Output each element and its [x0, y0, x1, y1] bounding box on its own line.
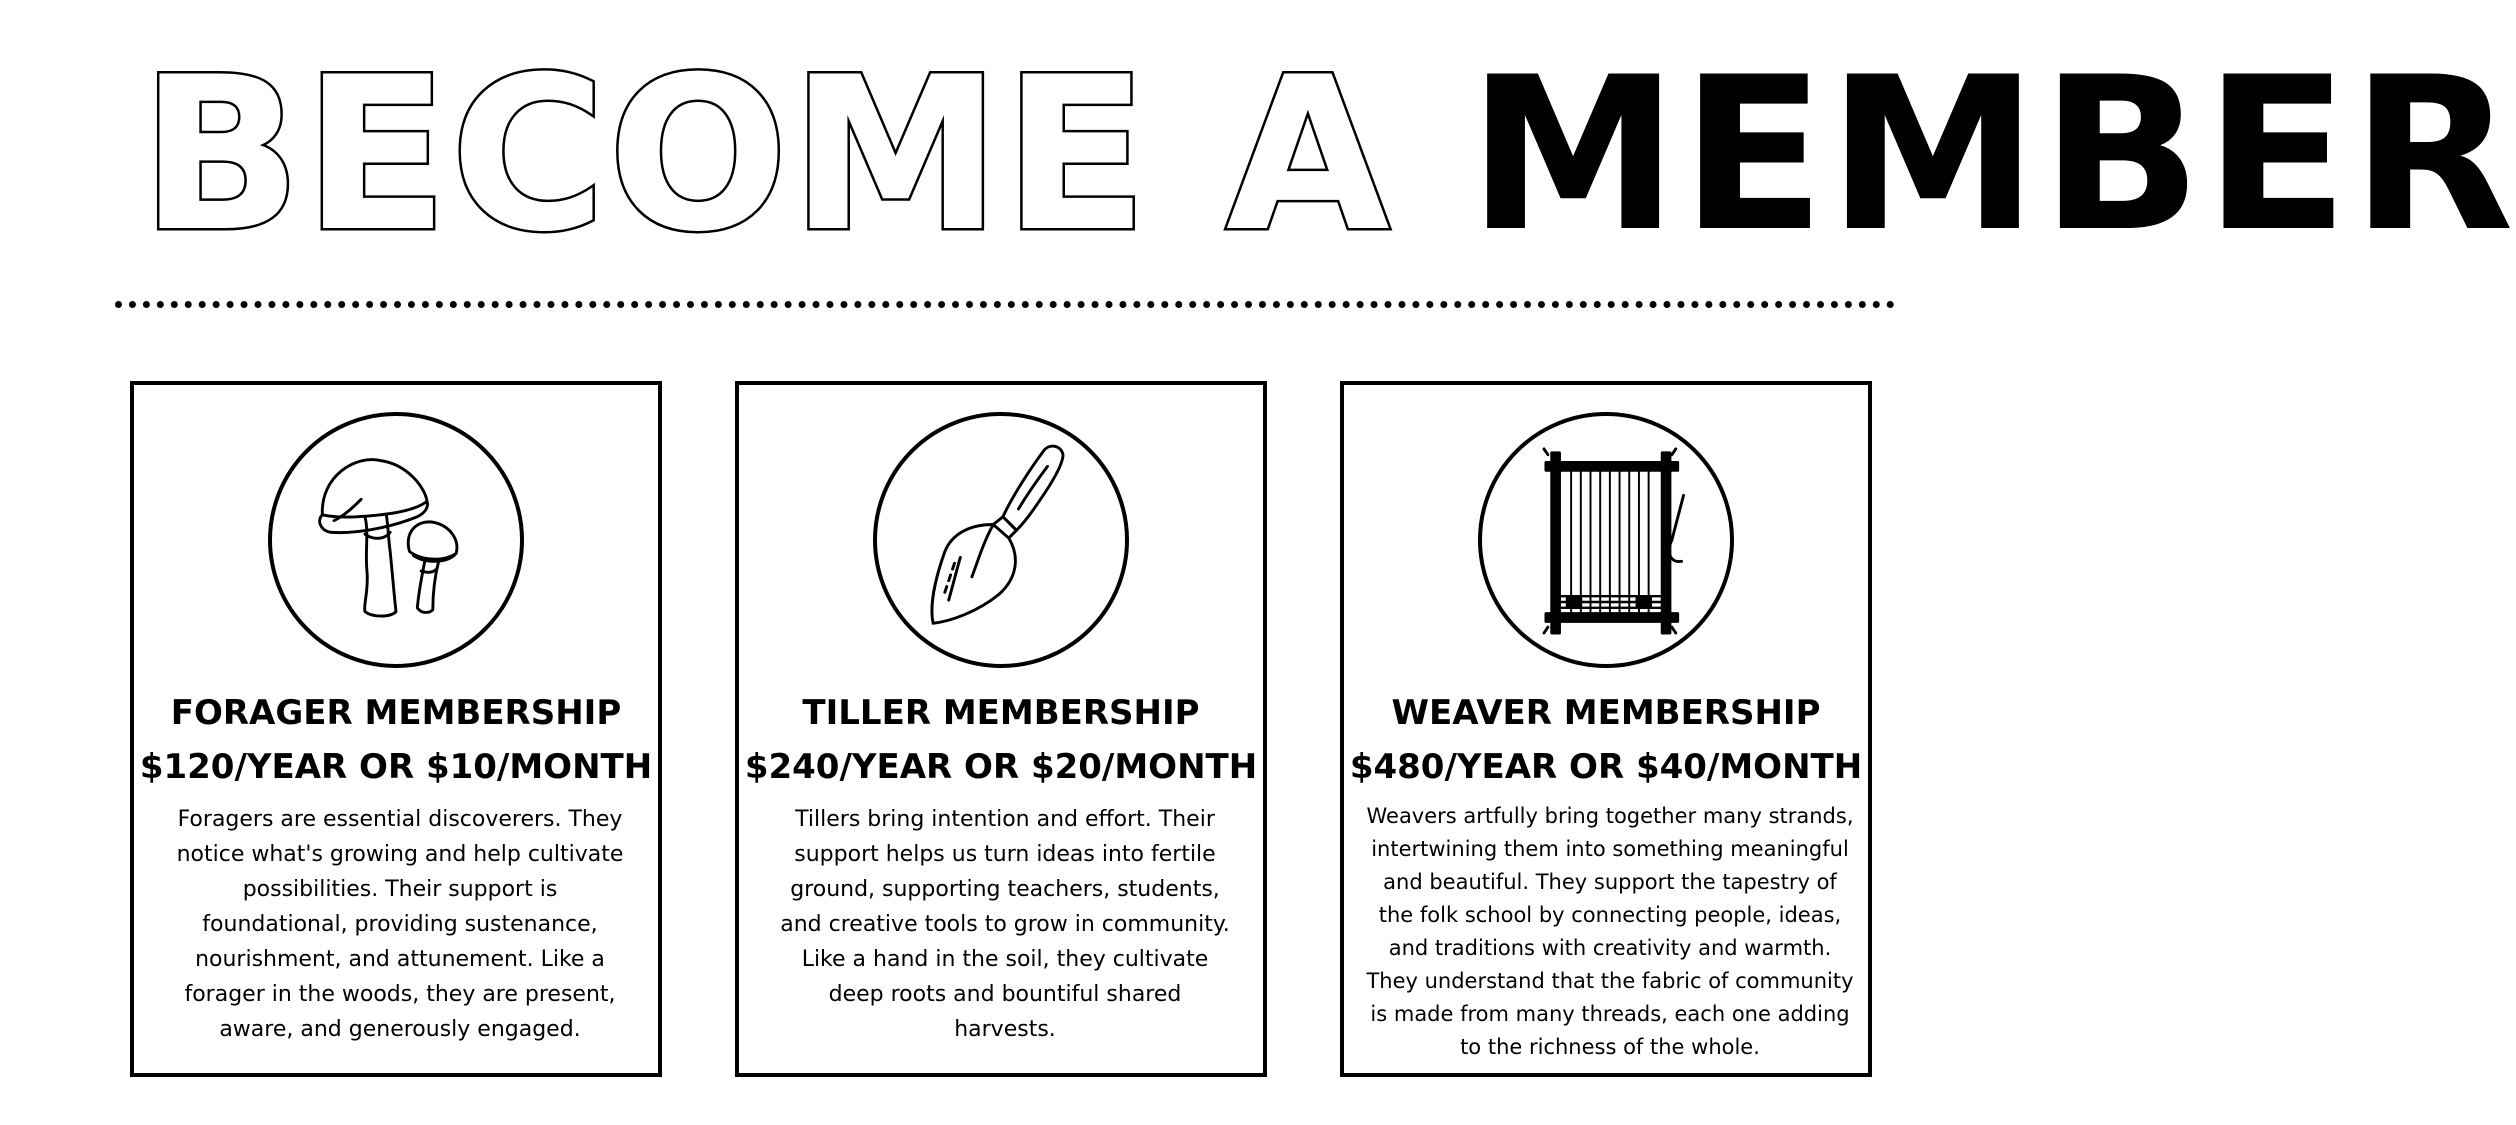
- tiller-price: $240/YEAR OR $20/MONTH: [744, 747, 1258, 787]
- weaver-price: $480/YEAR OR $40/MONTH: [1349, 747, 1863, 787]
- dotted-divider: [115, 301, 1895, 308]
- page-title-solid: MEMBER: [1467, 31, 2516, 278]
- page-title: [140, 31, 2516, 278]
- tiller-title: TILLER MEMBERSHIP: [802, 693, 1200, 733]
- loom-icon: [1478, 412, 1734, 668]
- tiller-membership-card[interactable]: [735, 381, 1267, 1077]
- weaver-description: Weavers artfully bring together many strands, intertwining them into something meaningful and beautiful. They support the tapestry of the folk school by connecting people, ideas, and traditions with creativity and warmth. They understand that the fabric of community is made from many threads, each one adding to the richness of the whole.: [1366, 804, 1854, 1059]
- forager-price: $120/YEAR OR $10/MONTH: [139, 747, 653, 787]
- forager-membership-card[interactable]: [130, 381, 662, 1077]
- forager-description: Foragers are essential discoverers. They notice what's growing and help cultivate possibilities. Their support is foundational, providing sustenance, nourishment, and attunement. Like a forager in the woods, they are present, aware, and generously engaged.: [176, 807, 624, 1042]
- weaver-membership-card[interactable]: [1340, 381, 1872, 1077]
- mushroom-icon: [268, 412, 524, 668]
- page-title-outline: BECOME A: [140, 31, 1392, 278]
- trowel-icon: [873, 412, 1129, 668]
- forager-title: FORAGER MEMBERSHIP: [170, 693, 622, 733]
- tiller-description: Tillers bring intention and effort. Their support helps us turn ideas into fertile ground, supporting teachers, students, and creative tools to grow in community. Like a hand in the soil, they cultivate deep roots and bountiful shared harvests.: [780, 807, 1230, 1042]
- weaver-title: WEAVER MEMBERSHIP: [1391, 693, 1821, 733]
